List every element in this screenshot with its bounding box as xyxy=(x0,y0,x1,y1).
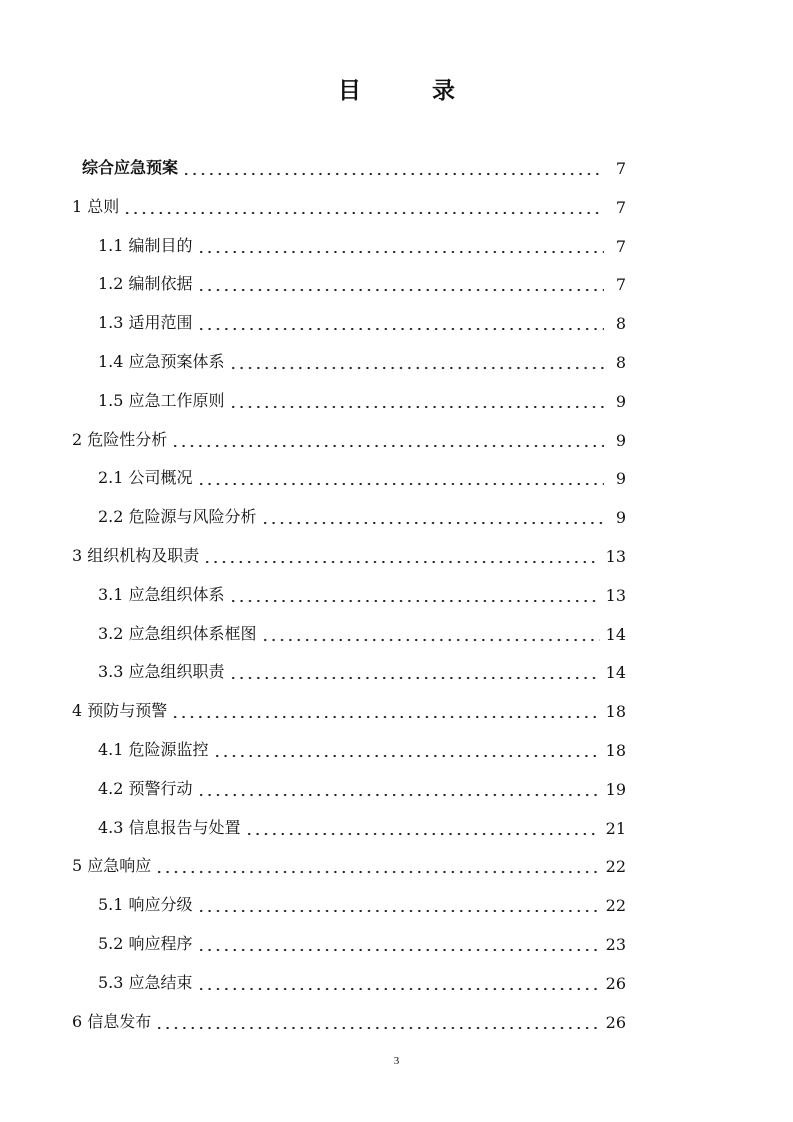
toc-dot-leader xyxy=(155,854,599,874)
toc-entry-label: 2.1 公司概况 xyxy=(98,468,193,488)
toc-entry[interactable] xyxy=(98,885,626,915)
toc-dot-leader xyxy=(261,505,604,525)
toc-entry[interactable] xyxy=(72,536,626,566)
toc-dot-leader xyxy=(229,350,604,370)
toc-entry[interactable] xyxy=(98,381,626,411)
toc-dot-leader xyxy=(155,1010,599,1030)
toc-entry-label: 1.3 适用范围 xyxy=(98,313,193,333)
toc-entry-label: 2.2 危险源与风险分析 xyxy=(98,507,257,527)
toc-entry-page-number: 8 xyxy=(615,353,626,372)
toc-entry-label: 3.2 应急组织体系框图 xyxy=(98,623,257,643)
toc-dot-leader xyxy=(197,932,600,952)
toc-entry-page-number: 9 xyxy=(615,430,626,450)
toc-entry-page-number: 13 xyxy=(605,547,626,566)
toc-entry-label: 4 预防与预警 xyxy=(72,701,168,721)
toc-dot-leader xyxy=(171,428,604,448)
toc-entry-label: 4.1 危险源监控 xyxy=(98,740,209,759)
toc-entry-page-number: 14 xyxy=(605,663,626,683)
toc-dot-leader xyxy=(229,583,600,603)
toc-entry-label: 3.3 应急组织职责 xyxy=(98,662,225,682)
toc-entry[interactable] xyxy=(98,614,626,644)
toc-entry[interactable] xyxy=(72,846,626,876)
toc-entry-label: 1.2 编制依据 xyxy=(98,274,193,294)
toc-entry[interactable] xyxy=(98,342,626,372)
toc-title: 目 录 xyxy=(338,78,479,104)
toc-dot-leader xyxy=(171,699,599,719)
toc-entry-page-number: 7 xyxy=(615,275,626,295)
toc-entry[interactable] xyxy=(98,808,626,838)
toc-entry[interactable] xyxy=(82,148,626,178)
toc-entry-page-number: 18 xyxy=(605,741,626,760)
toc-dot-leader xyxy=(245,816,600,836)
toc-entry-label: 1.5 应急工作原则 xyxy=(98,390,225,410)
toc-dot-leader xyxy=(123,195,604,215)
toc-entry[interactable] xyxy=(98,730,626,760)
toc-dot-leader xyxy=(203,544,599,564)
toc-entry[interactable] xyxy=(98,458,626,488)
toc-entry-page-number: 22 xyxy=(605,857,626,877)
toc-dot-leader xyxy=(197,311,604,331)
toc-entry-label: 1.4 应急预案体系 xyxy=(98,352,225,371)
toc-dot-leader xyxy=(197,777,600,797)
toc-entry-page-number: 13 xyxy=(605,585,626,605)
page-number-footer: 3 xyxy=(393,1055,400,1067)
toc-entry[interactable] xyxy=(98,303,626,333)
toc-entry-page-number: 26 xyxy=(605,1012,626,1032)
toc-dot-leader xyxy=(182,156,604,176)
toc-entry-label: 5.3 应急结束 xyxy=(98,972,193,992)
toc-entry-label: 3 组织机构及职责 xyxy=(72,546,200,565)
toc-entry[interactable] xyxy=(72,1002,626,1032)
toc-dot-leader xyxy=(229,660,600,680)
toc-entry-page-number: 23 xyxy=(605,935,626,954)
toc-entry[interactable] xyxy=(98,575,626,605)
toc-entry-page-number: 9 xyxy=(615,469,626,489)
toc-entry-page-number: 9 xyxy=(615,508,626,528)
toc-entry-page-number: 7 xyxy=(615,159,626,178)
toc-entry[interactable] xyxy=(98,924,626,954)
toc-entry[interactable] xyxy=(72,691,626,721)
toc-entry[interactable] xyxy=(98,963,626,993)
toc-entry-label: 2 危险性分析 xyxy=(72,429,168,449)
toc-entry-label: 3.1 应急组织体系 xyxy=(98,584,225,604)
toc-entry[interactable] xyxy=(98,769,626,799)
toc-entry-label: 4.2 预警行动 xyxy=(98,778,193,798)
toc-entry-label: 5.1 响应分级 xyxy=(98,895,193,915)
toc-entry-page-number: 8 xyxy=(615,314,626,334)
toc-entry-page-number: 21 xyxy=(605,818,626,838)
toc-entry-label: 6 信息发布 xyxy=(72,1011,152,1031)
toc-dot-leader xyxy=(197,971,600,991)
toc-entry-label: 1.1 编制目的 xyxy=(98,235,193,255)
toc-entry-page-number: 18 xyxy=(605,702,626,722)
toc-entry-page-number: 19 xyxy=(605,779,626,799)
toc-dot-leader xyxy=(197,234,604,254)
toc-entry[interactable] xyxy=(98,264,626,294)
toc-dot-leader xyxy=(213,738,600,758)
toc-entry-label: 5.2 响应程序 xyxy=(98,934,193,953)
toc-entry[interactable] xyxy=(98,652,626,682)
toc-entry-label: 综合应急预案 xyxy=(82,158,179,177)
toc-entry[interactable] xyxy=(72,420,626,450)
toc-entry-page-number: 22 xyxy=(605,896,626,916)
toc-entry[interactable] xyxy=(72,187,626,217)
toc-dot-leader xyxy=(197,466,604,486)
toc-entry-page-number: 14 xyxy=(605,624,626,644)
toc-entry-page-number: 9 xyxy=(615,391,626,411)
toc-entry-page-number: 7 xyxy=(615,197,626,217)
toc-entry-label: 1 总则 xyxy=(72,196,120,216)
toc-entry[interactable] xyxy=(98,226,626,256)
toc-entry[interactable] xyxy=(98,497,626,527)
toc-dot-leader xyxy=(261,622,600,642)
toc-dot-leader xyxy=(197,272,604,292)
toc-dot-leader xyxy=(229,389,604,409)
toc-entry-label: 5 应急响应 xyxy=(72,856,152,876)
toc-entry-page-number: 26 xyxy=(605,973,626,993)
toc-dot-leader xyxy=(197,893,600,913)
toc-entry-page-number: 7 xyxy=(615,236,626,256)
toc-entry-label: 4.3 信息报告与处置 xyxy=(98,817,241,837)
